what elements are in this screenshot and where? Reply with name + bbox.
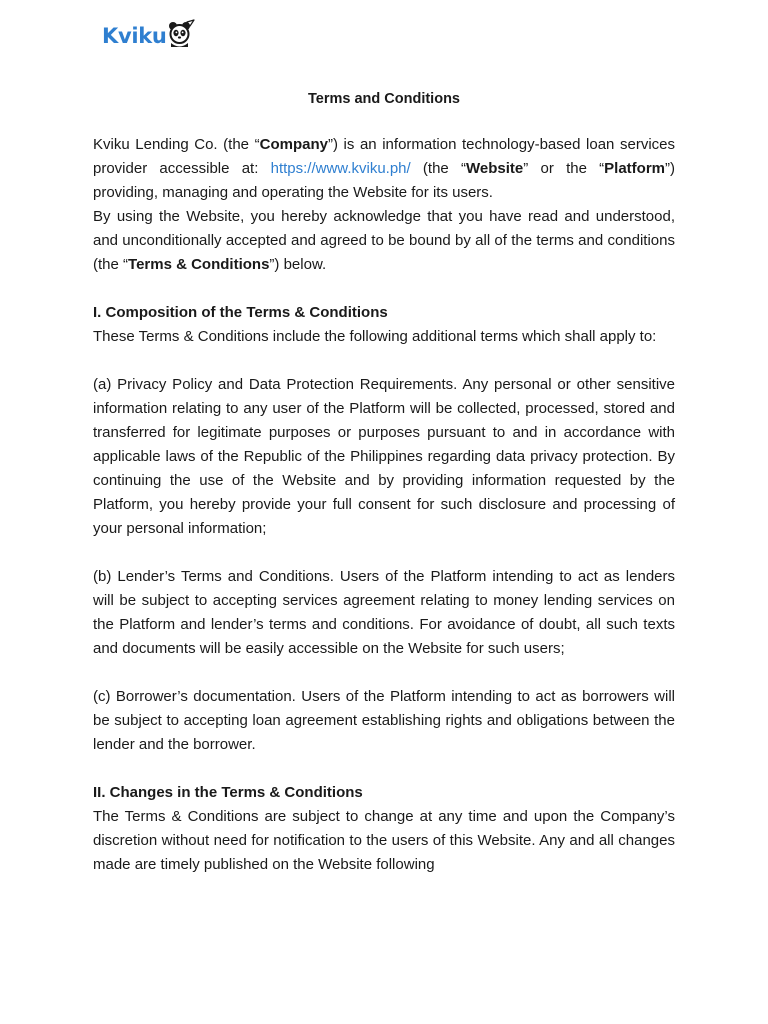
section-1-item-c: (c) Borrower’s documentation. Users of the Platform intending to act as borrowers will be subject to accepting loan agreement establishing rights and obligations between the lender and the borrower.: [93, 688, 675, 753]
intro-paragraph-2: By using the Website, you hereby acknowledge that you have read and understood, and unconditionally accepted and agreed to be bound by all of the terms and conditions (the “Terms & Conditions”) below.: [93, 208, 675, 273]
logo-wordmark: Kviku: [102, 24, 167, 48]
section-2-heading: II. Changes in the Terms & Conditions: [93, 784, 363, 801]
document-title: Terms and Conditions: [308, 91, 460, 107]
document-body: [93, 133, 675, 877]
brand-logo[interactable]: [102, 20, 195, 52]
platform-term: Platform: [604, 160, 666, 177]
website-link[interactable]: https://www.kviku.ph/: [270, 160, 411, 177]
terms-term: Terms & Conditions: [128, 256, 270, 273]
section-1-heading: I. Composition of the Terms & Conditions: [93, 304, 388, 321]
website-term: Website: [466, 160, 524, 177]
company-term: Company: [259, 136, 328, 153]
panda-mascot-icon: [165, 19, 195, 49]
section-1-lead: These Terms & Conditions include the following additional terms which shall apply to:: [93, 328, 657, 345]
section-1-item-b: (b) Lender’s Terms and Conditions. Users of the Platform intending to act as lenders will be subject to accepting services agreement relating to money lending services on the Platform and lender’s terms and conditions. For avoidance of doubt, all such texts and documents will be easily accessible on the Website for such users;: [93, 568, 675, 657]
section-1-item-a: (a) Privacy Policy and Data Protection Requirements. Any personal or other sensitive information relating to any user of the Platform will be collected, processed, stored and transferred for legitimate purposes or purposes pursuant to and in accordance with applicable laws of the Republic of the Philippines regarding data privacy protection. By continuing the use of the Website and by providing information requested by the Platform, you hereby provide your full consent for such disclosure and processing of your personal information;: [93, 376, 675, 537]
section-2-body: The Terms & Conditions are subject to change at any time and upon the Company’s discretion without need for notification to the users of this Website. Any and all changes made are timely published on the Website following: [93, 808, 675, 873]
intro-paragraph-1: Kviku Lending Co. (the “Company”) is an information technology-based loan services provider accessible at: https://www.kviku.ph/ (the “Website” or the “Platform”) providing, managing and operating the Website for its users.: [93, 136, 676, 201]
